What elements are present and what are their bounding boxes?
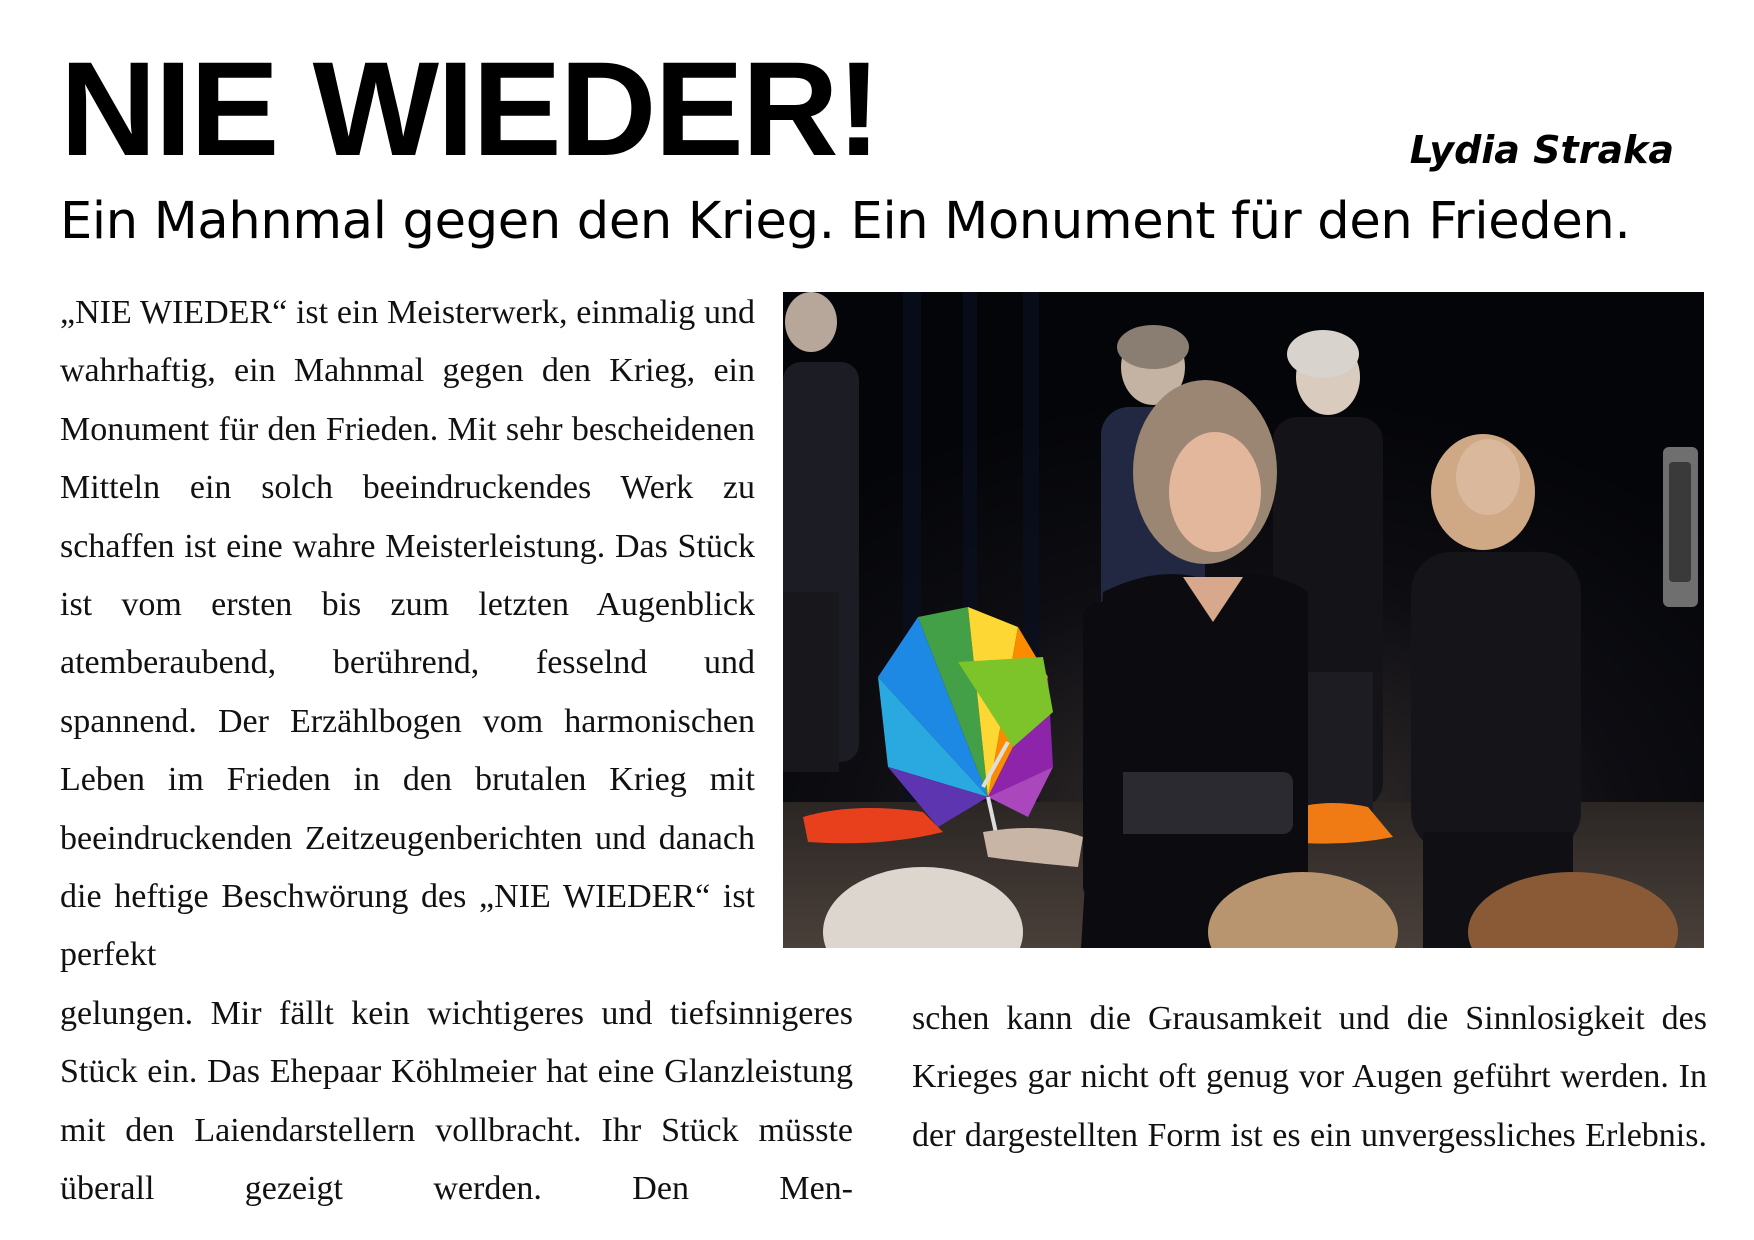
- stage-photo: [783, 292, 1704, 948]
- headline: NIE WIEDER!: [60, 35, 880, 184]
- article-column-2: schen kann die Grausamkeit und die Sinnlosigkeit des Krieges gar nicht oft genug vor Augen geführt werden. In der dargestellten Form ist es ein unvergessliches Erlebnis.: [912, 1000, 1707, 1154]
- author-name: Lydia Straka: [1409, 128, 1674, 172]
- article-column-1-top: „NIE WIEDER“ ist ein Meisterwerk, einmalig und wahrhaftig, ein Mahnmal gegen den Krieg, ein Monument für den Frieden. Mit sehr bescheidenen Mitteln ein solch beeindruckendes Werk zu schaffen ist eine wahre Meisterleistung. Das Stück ist vom ersten bis zum letzten Augenblick atemberaubend, berührend, fesselnd und spannend. Der Erzählbogen vom harmonischen Leben im Frieden in den brutalen Krieg mit beeindruckenden Zeitzeugenberichten und danach die heftige Beschwörung des „NIE WIEDER“ ist perfekt: [60, 294, 755, 974]
- subtitle: Ein Mahnmal gegen den Krieg. Ein Monument für den Frieden.: [60, 192, 1631, 251]
- article-column-1-bottom: gelungen. Mir fällt kein wichtigeres und tiefsinnigeres Stück ein. Das Ehepaar Köhlmeier hat eine Glanzleistung mit den Laiendarstellern vollbracht. Ihr Stück müsste überall gezeigt werden. Den Men-: [60, 995, 853, 1208]
